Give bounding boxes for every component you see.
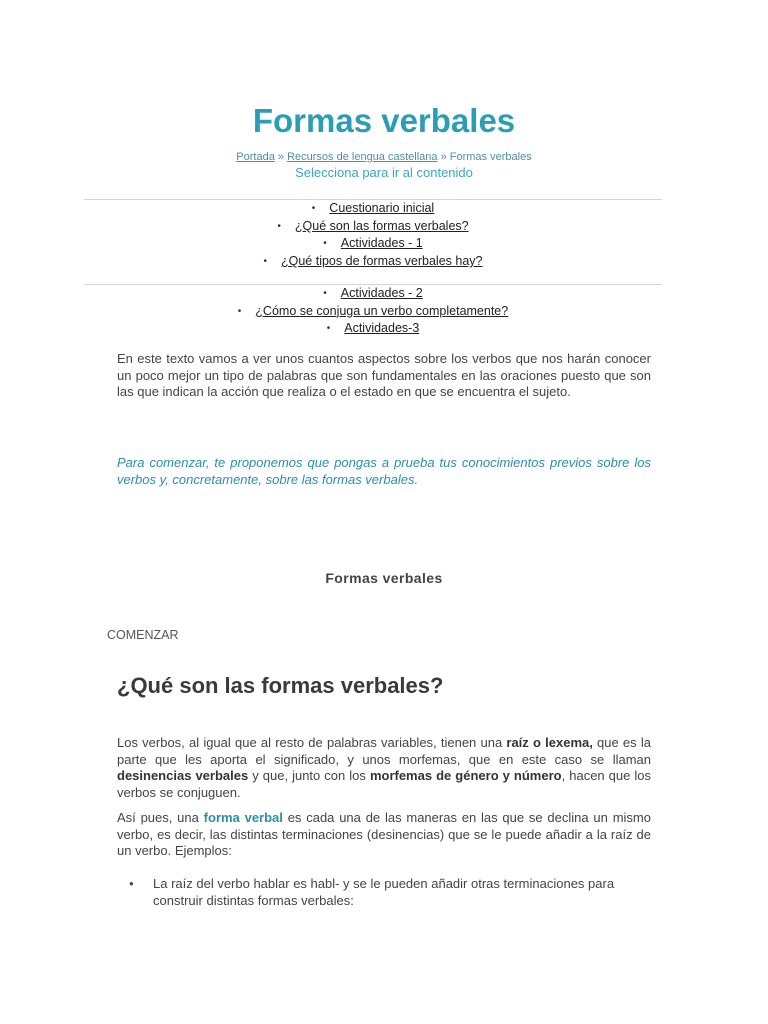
breadcrumb-separator: » <box>440 151 447 163</box>
text-run: Así pues, una <box>117 810 204 825</box>
menu-item-link[interactable]: Actividades-3 <box>344 321 420 336</box>
example-list <box>117 876 651 909</box>
navigation-menu-2 <box>84 285 662 338</box>
definition-paragraph <box>117 735 651 801</box>
menu-item-link[interactable]: ¿Qué tipos de formas verbales hay? <box>281 254 483 269</box>
bold-term: desinencias verbales <box>117 768 249 783</box>
text-run: que es la parte que les aporta el significado, y unos morfemas, que en este caso se llaman <box>117 735 651 767</box>
menu-item-link[interactable]: ¿Qué son las formas verbales? <box>294 218 469 233</box>
quiz-title: Formas verbales <box>325 570 443 586</box>
menu-item[interactable] <box>84 285 662 303</box>
navigation-menu-1 <box>84 200 662 271</box>
text-run: y que, junto con los <box>248 768 370 783</box>
menu-item[interactable] <box>84 200 662 218</box>
breadcrumb-separator: » <box>277 151 285 163</box>
menu-item-link[interactable]: Actividades - 2 <box>340 286 423 300</box>
menu-item[interactable] <box>84 320 662 338</box>
bold-term: morfemas de género y número <box>369 768 562 783</box>
forma-verbal-paragraph <box>117 810 651 860</box>
text-run: Los verbos, al igual que al resto de palabras variables, tienen una <box>117 735 507 750</box>
section-heading: ¿Qué son las formas verbales? <box>117 673 444 698</box>
breadcrumb-section-link[interactable]: Recursos de lengua castellana <box>287 151 438 163</box>
menu-item[interactable] <box>84 218 662 236</box>
intro-italic-paragraph: Para comenzar, te proponemos que pongas a prueba tus conocimientos previos sobre los verbos y, concretamente, sobre las formas verbales. <box>117 455 651 487</box>
text-run: es cada una de las maneras en las que se declina un mismo verbo, es decir, las distintas terminaciones (desinencias) que se le puede añadir a la raíz de un verbo. Ejemplos: <box>117 810 651 858</box>
menu-item[interactable] <box>84 253 662 271</box>
start-button[interactable]: COMENZAR <box>107 628 179 642</box>
menu-item[interactable] <box>84 235 662 253</box>
intro-paragraph: En este texto vamos a ver unos cuantos aspectos sobre los verbos que nos harán conocer un poco mejor un tipo de palabras que son fundamentales en las oraciones puesto que son las que indican la acción que realiza o el estado en que se encuentra el sujeto. <box>117 351 651 399</box>
bold-term: raíz o lexema, <box>506 735 593 750</box>
breadcrumb-current: Formas verbales <box>449 151 532 163</box>
page-title: Formas verbales <box>252 102 516 139</box>
menu-item-link[interactable]: Actividades - 1 <box>340 236 423 251</box>
skip-to-content-link[interactable]: Selecciona para ir al contenido <box>295 165 473 180</box>
highlighted-term: forma verbal <box>203 810 283 825</box>
breadcrumb-home-link[interactable]: Portada <box>236 151 275 163</box>
text-run: , hacen que los verbos se conjuguen. <box>117 768 652 800</box>
breadcrumb <box>0 150 768 164</box>
menu-item[interactable] <box>84 303 662 321</box>
menu-item-link[interactable]: Cuestionario inicial <box>329 201 435 215</box>
list-item: ● La raíz del verbo hablar es habl- y se le pueden añadir otras terminaciones para construir distintas formas verbales: <box>117 876 651 909</box>
menu-item-link[interactable]: ¿Cómo se conjuga un verbo completamente? <box>255 303 509 318</box>
